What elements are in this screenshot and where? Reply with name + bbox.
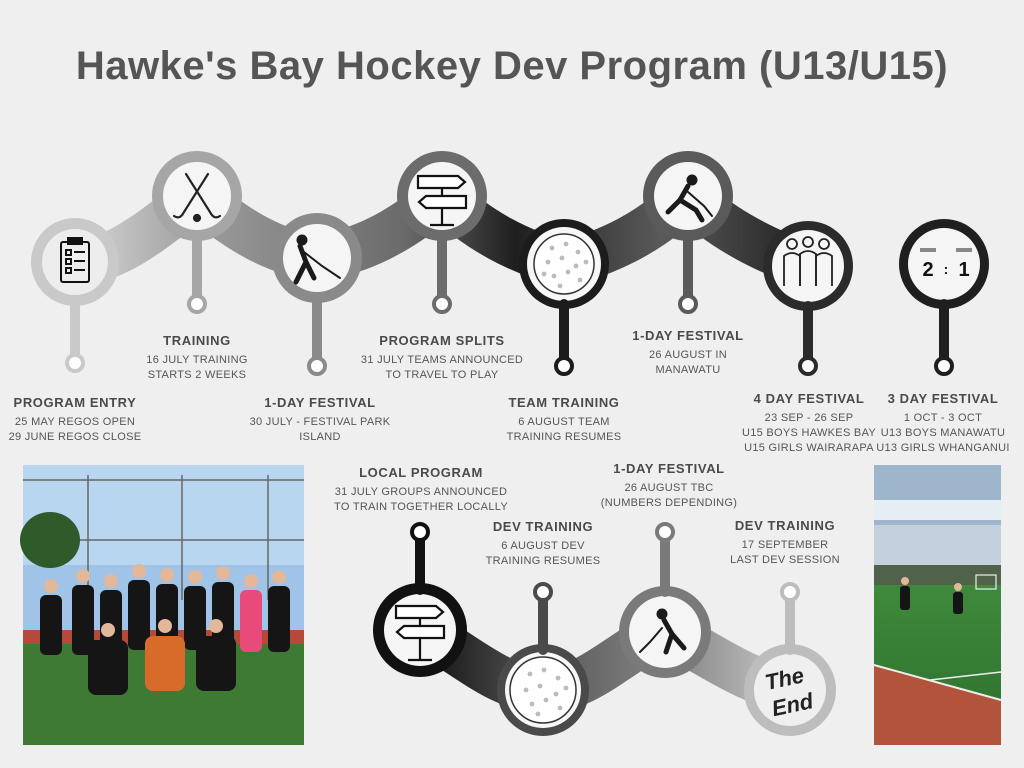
the-end-line1: The [762,662,807,695]
stage-heading: 3 DAY FESTIVAL [887,391,999,406]
stage-program-entry [0,395,150,445]
stage-detail: TO TRAIN TOGETHER LOCALLY [334,501,508,513]
score-home: 2 [922,259,934,281]
stage-detail: STARTS 2 WEEKS [147,369,247,381]
team-photo [20,465,304,745]
stage-heading: 4 DAY FESTIVAL [753,391,865,406]
stage-detail: 16 JULY TRAINING [146,354,248,366]
stage-detail: 31 JULY TEAMS ANNOUNCED [360,354,524,366]
stage-dev-training-2 [710,518,860,568]
stage-detail: 1 OCT - 3 OCT [903,412,983,424]
stage-heading: PROGRAM SPLITS [379,333,505,348]
stage-detail: MANAWATU [655,364,721,376]
stage-festival-2 [608,328,768,378]
stage-training [117,333,277,383]
page-title: Hawke's Bay Hockey Dev Program (U13/U15) [75,44,949,88]
stage-detail: U15 GIRLS WAIRARAPA [744,442,874,454]
stage-detail: TO TRAVEL TO PLAY [385,369,499,381]
stage-detail: U13 BOYS MANAWATU [880,427,1006,439]
stage-detail: U13 GIRLS WHANGANUI [876,442,1010,454]
svg-text::: : [943,261,949,277]
stage-detail: 26 AUGUST TBC [624,482,714,494]
stage-detail: 26 AUGUST IN [649,349,727,361]
stage-detail: 29 JUNE REGOS CLOSE [8,431,142,443]
stage-detail: TRAINING RESUMES [506,431,622,443]
stage-heading: DEV TRAINING [734,518,836,533]
stage-4-day-festival [734,391,884,456]
stage-dev-training-1 [468,519,618,569]
stage-heading: 1-DAY FESTIVAL [632,328,744,343]
hockey-ball-icon [534,234,594,294]
stage-detail: 30 JULY - FESTIVAL PARK [249,416,391,428]
stage-3-day-festival [874,391,1012,456]
stage-heading: 1-DAY FESTIVAL [264,395,376,410]
stage-heading: TRAINING [163,333,231,348]
stage-festival-3 [589,461,749,511]
stage-heading: PROGRAM ENTRY [13,395,137,410]
stage-heading: 1-DAY FESTIVAL [613,461,725,476]
stage-detail: LAST DEV SESSION [730,554,840,566]
hockey-ball-icon [510,657,576,723]
the-end-line2: End [769,688,816,722]
stage-detail: 31 JULY GROUPS ANNOUNCED [334,486,508,498]
stage-detail: 17 SEPTEMBER [741,539,829,551]
stage-festival-1 [235,395,405,445]
stage-detail: TRAINING RESUMES [485,555,601,567]
stage-program-splits [352,333,532,383]
stage-detail: (NUMBERS DEPENDING) [600,497,738,509]
stage-detail: 6 AUGUST DEV [501,540,585,552]
score-away: 1 [958,259,970,281]
stage-heading: TEAM TRAINING [508,395,620,410]
stage-detail: ISLAND [299,431,341,443]
stage-local-program [326,465,516,515]
stage-team-training [489,395,639,445]
match-photo [874,465,1001,745]
stage-detail: 6 AUGUST TEAM [518,416,610,428]
timeline-band [420,630,790,690]
stage-heading: DEV TRAINING [492,519,594,534]
stage-detail: 23 SEP - 26 SEP [764,412,854,424]
stage-heading: LOCAL PROGRAM [359,465,483,480]
stage-detail: U15 BOYS HAWKES BAY [741,427,877,439]
stage-detail: 25 MAY REGOS OPEN [14,416,136,428]
